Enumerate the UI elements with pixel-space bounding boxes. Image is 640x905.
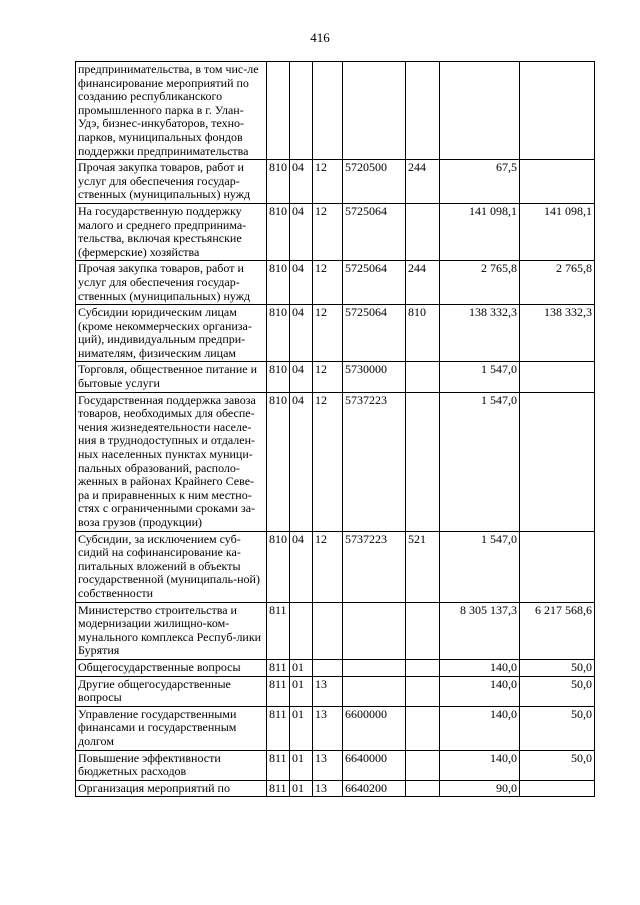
section-code <box>290 602 313 659</box>
amount-1: 140,0 <box>440 750 520 780</box>
subsection-code: 12 <box>313 160 343 204</box>
expense-type-code <box>406 780 440 797</box>
section-code: 04 <box>290 305 313 362</box>
subsection-code: 13 <box>313 750 343 780</box>
table-row <box>76 261 595 305</box>
subsection-code: 12 <box>313 305 343 362</box>
amount-2: 50,0 <box>520 659 595 676</box>
section-code: 01 <box>290 659 313 676</box>
row-name: предпринимательства, в том чис-ле финансирование мероприятий по созданию республиканского промышленного парка в г. Улан-Удэ, бизнес-инкубаторов, техно-парков, муниципальных фондов поддержки предпринимательства <box>76 62 267 160</box>
table-row <box>76 392 595 531</box>
row-name: Повышение эффективности бюджетных расходов <box>76 750 267 780</box>
expense-type-code <box>406 62 440 160</box>
subsection-code <box>313 659 343 676</box>
amount-1: 1 547,0 <box>440 531 520 602</box>
amount-2: 50,0 <box>520 706 595 750</box>
amount-1: 140,0 <box>440 676 520 706</box>
section-code: 01 <box>290 676 313 706</box>
amount-1: 140,0 <box>440 706 520 750</box>
amount-1: 90,0 <box>440 780 520 797</box>
expense-type-code <box>406 392 440 531</box>
subsection-code: 12 <box>313 261 343 305</box>
subsection-code: 12 <box>313 392 343 531</box>
ministry-code: 810 <box>267 531 290 602</box>
section-code: 04 <box>290 531 313 602</box>
ministry-code: 810 <box>267 160 290 204</box>
amount-2 <box>520 531 595 602</box>
table-row <box>76 750 595 780</box>
table-row <box>76 602 595 659</box>
expense-type-code <box>406 676 440 706</box>
row-name: Субсидии, за исключением суб-сидий на софинансирование ка-питальных вложений в объекты государственной (муниципаль-ной) собственности <box>76 531 267 602</box>
ministry-code: 811 <box>267 602 290 659</box>
expense-type-code: 810 <box>406 305 440 362</box>
amount-2 <box>520 362 595 392</box>
expense-type-code <box>406 602 440 659</box>
section-code: 04 <box>290 203 313 260</box>
amount-1: 138 332,3 <box>440 305 520 362</box>
table-row <box>76 659 595 676</box>
amount-2: 2 765,8 <box>520 261 595 305</box>
amount-2 <box>520 62 595 160</box>
table-row <box>76 676 595 706</box>
row-name: Торговля, общественное питание и бытовые услуги <box>76 362 267 392</box>
table-row <box>76 362 595 392</box>
target-article-code: 5725064 <box>343 261 406 305</box>
section-code <box>290 62 313 160</box>
table-row <box>76 780 595 797</box>
amount-1: 8 305 137,3 <box>440 602 520 659</box>
amount-1: 140,0 <box>440 659 520 676</box>
section-code: 01 <box>290 706 313 750</box>
table-row <box>76 531 595 602</box>
expense-type-code: 244 <box>406 261 440 305</box>
table-row <box>76 62 595 160</box>
amount-1 <box>440 62 520 160</box>
target-article-code: 5737223 <box>343 531 406 602</box>
row-name: Организация мероприятий по <box>76 780 267 797</box>
target-article-code <box>343 62 406 160</box>
row-name: Другие общегосударственные вопросы <box>76 676 267 706</box>
table-row <box>76 203 595 260</box>
amount-2 <box>520 392 595 531</box>
amount-1: 2 765,8 <box>440 261 520 305</box>
expense-type-code <box>406 203 440 260</box>
ministry-code <box>267 62 290 160</box>
row-name: Общегосударственные вопросы <box>76 659 267 676</box>
row-name: Субсидии юридическим лицам (кроме некоммерческих организа-ций), индивидуальным предпри-нимателям, физическим лицам <box>76 305 267 362</box>
ministry-code: 810 <box>267 392 290 531</box>
row-name: На государственную поддержку малого и среднего предпринима-тельства, включая крестьянские (фермерские) хозяйства <box>76 203 267 260</box>
expense-type-code <box>406 706 440 750</box>
table-row <box>76 305 595 362</box>
row-name: Прочая закупка товаров, работ и услуг для обеспечения государ-ственных (муниципальных) нужд <box>76 160 267 204</box>
expense-type-code: 521 <box>406 531 440 602</box>
target-article-code: 5725064 <box>343 203 406 260</box>
ministry-code: 811 <box>267 659 290 676</box>
section-code: 04 <box>290 362 313 392</box>
subsection-code: 13 <box>313 706 343 750</box>
amount-2: 50,0 <box>520 750 595 780</box>
section-code: 04 <box>290 392 313 531</box>
target-article-code: 5737223 <box>343 392 406 531</box>
target-article-code <box>343 676 406 706</box>
expense-type-code <box>406 659 440 676</box>
expense-type-code <box>406 362 440 392</box>
target-article-code: 5720500 <box>343 160 406 204</box>
table-row <box>76 706 595 750</box>
amount-2 <box>520 160 595 204</box>
target-article-code: 5725064 <box>343 305 406 362</box>
amount-1: 1 547,0 <box>440 362 520 392</box>
row-name: Управление государственными финансами и государственным долгом <box>76 706 267 750</box>
target-article-code: 6600000 <box>343 706 406 750</box>
page-number: 416 <box>310 30 330 45</box>
section-code: 01 <box>290 780 313 797</box>
expense-type-code <box>406 750 440 780</box>
subsection-code <box>313 62 343 160</box>
expense-type-code: 244 <box>406 160 440 204</box>
target-article-code: 5730000 <box>343 362 406 392</box>
ministry-code: 811 <box>267 676 290 706</box>
target-article-code <box>343 602 406 659</box>
budget-table <box>75 61 595 797</box>
subsection-code: 12 <box>313 362 343 392</box>
ministry-code: 810 <box>267 203 290 260</box>
ministry-code: 811 <box>267 750 290 780</box>
ministry-code: 810 <box>267 261 290 305</box>
amount-1: 67,5 <box>440 160 520 204</box>
amount-2: 141 098,1 <box>520 203 595 260</box>
table-row <box>76 160 595 204</box>
ministry-code: 811 <box>267 706 290 750</box>
subsection-code: 13 <box>313 676 343 706</box>
subsection-code: 12 <box>313 203 343 260</box>
section-code: 01 <box>290 750 313 780</box>
ministry-code: 810 <box>267 362 290 392</box>
section-code: 04 <box>290 261 313 305</box>
target-article-code: 6640000 <box>343 750 406 780</box>
amount-1: 141 098,1 <box>440 203 520 260</box>
row-name: Государственная поддержка завоза товаров, необходимых для обеспе-чения жизнедеятельности населе-ния в труднодоступных и отдален-ных населенных пунктах муници-пальных образований, располо-женных в районах Крайнего Севе-ра и приравненных к ним местно-стях с ограниченными сроками за-воза грузов (продукции) <box>76 392 267 531</box>
target-article-code <box>343 659 406 676</box>
ministry-code: 810 <box>267 305 290 362</box>
row-name: Прочая закупка товаров, работ и услуг для обеспечения государ-ственных (муниципальных) нужд <box>76 261 267 305</box>
row-name: Министерство строительства и модернизации жилищно-ком-мунального комплекса Респуб-лики Бурятия <box>76 602 267 659</box>
amount-2: 138 332,3 <box>520 305 595 362</box>
ministry-code: 811 <box>267 780 290 797</box>
subsection-code: 13 <box>313 780 343 797</box>
subsection-code <box>313 602 343 659</box>
amount-2: 50,0 <box>520 676 595 706</box>
amount-2: 6 217 568,6 <box>520 602 595 659</box>
amount-1: 1 547,0 <box>440 392 520 531</box>
amount-2 <box>520 780 595 797</box>
section-code: 04 <box>290 160 313 204</box>
target-article-code: 6640200 <box>343 780 406 797</box>
subsection-code: 12 <box>313 531 343 602</box>
